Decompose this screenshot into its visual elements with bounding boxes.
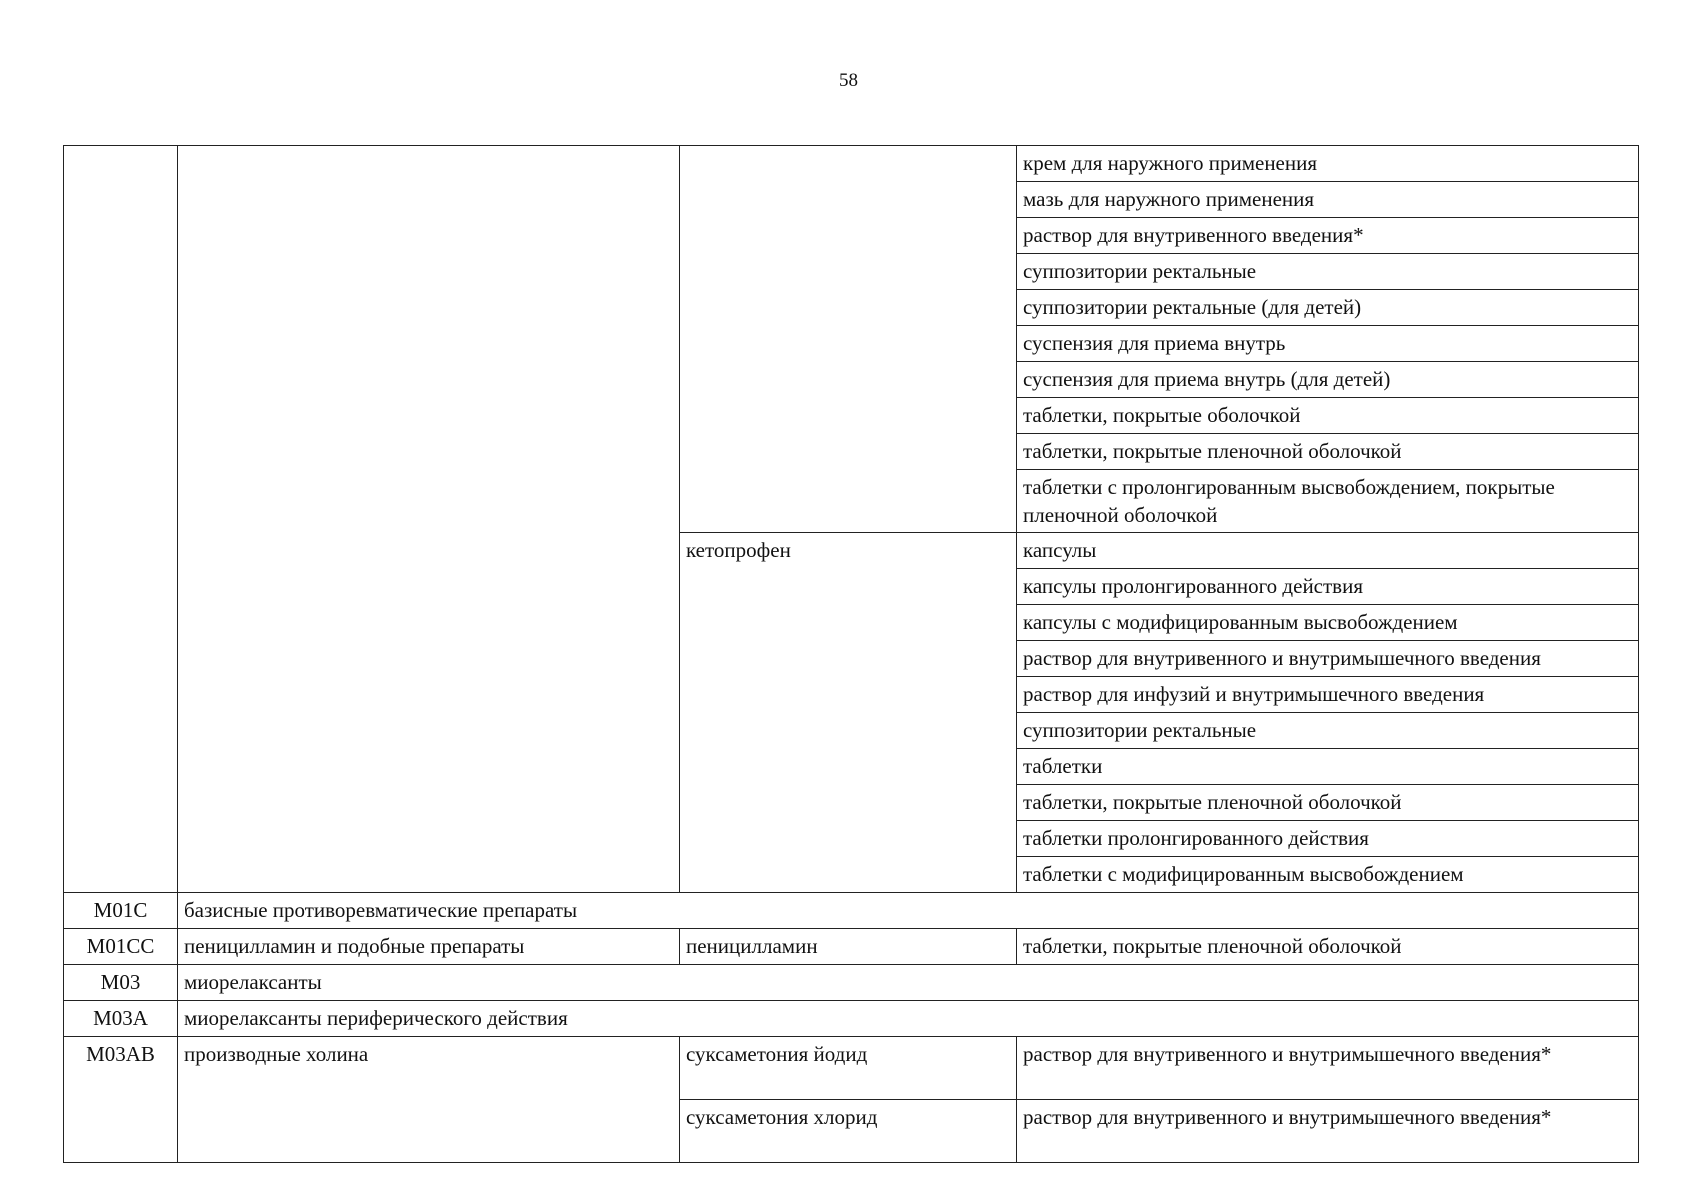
dosage-form-cell: суспензия для приема внутрь	[1017, 326, 1639, 362]
drug-table	[63, 145, 1639, 1163]
table-row	[64, 146, 1639, 182]
dosage-form-cell: таблетки с пролонгированным высвобождением, покрытые пленочной оболочкой	[1017, 470, 1639, 533]
dosage-form-cell: крем для наружного применения	[1017, 146, 1639, 182]
table-row	[64, 965, 1639, 1001]
atc-group-cell: миорелаксанты	[178, 965, 1639, 1001]
dosage-form-cell: капсулы	[1017, 533, 1639, 569]
atc-group-cell: пеницилламин и подобные препараты	[178, 929, 680, 965]
dosage-form-cell: таблетки пролонгированного действия	[1017, 821, 1639, 857]
table-row	[64, 1037, 1639, 1100]
dosage-form-cell: капсулы пролонгированного действия	[1017, 569, 1639, 605]
empty-code-cell	[64, 146, 178, 893]
dosage-form-cell: суппозитории ректальные	[1017, 713, 1639, 749]
atc-group-cell: производные холина	[178, 1037, 680, 1163]
table-row	[64, 1001, 1639, 1037]
dosage-form-cell: раствор для внутривенного и внутримышечного введения	[1017, 641, 1639, 677]
atc-code-cell: M03AB	[64, 1037, 178, 1163]
dosage-form-cell: суспензия для приема внутрь (для детей)	[1017, 362, 1639, 398]
drug-name-cell: пеницилламин	[680, 929, 1017, 965]
dosage-form-cell: таблетки с модифицированным высвобождением	[1017, 857, 1639, 893]
dosage-form-cell: суппозитории ректальные	[1017, 254, 1639, 290]
dosage-form-cell: таблетки	[1017, 749, 1639, 785]
dosage-form-cell: суппозитории ректальные (для детей)	[1017, 290, 1639, 326]
dosage-form-cell: таблетки, покрытые пленочной оболочкой	[1017, 434, 1639, 470]
dosage-form-cell: таблетки, покрытые оболочкой	[1017, 398, 1639, 434]
empty-group-cell	[178, 146, 680, 893]
atc-code-cell: M03	[64, 965, 178, 1001]
atc-group-cell: базисные противоревматические препараты	[178, 893, 1639, 929]
atc-code-cell: M01CC	[64, 929, 178, 965]
drug-name-cell: суксаметония йодид	[680, 1037, 1017, 1100]
table-row	[64, 929, 1639, 965]
table-row	[64, 893, 1639, 929]
atc-group-cell: миорелаксанты периферического действия	[178, 1001, 1639, 1037]
dosage-form-cell: раствор для внутривенного и внутримышечного введения*	[1017, 1100, 1639, 1163]
dosage-form-cell: таблетки, покрытые пленочной оболочкой	[1017, 929, 1639, 965]
dosage-form-cell: таблетки, покрытые пленочной оболочкой	[1017, 785, 1639, 821]
page-number: 58	[839, 70, 858, 91]
dosage-form-cell: раствор для инфузий и внутримышечного введения	[1017, 677, 1639, 713]
atc-code-cell: M03A	[64, 1001, 178, 1037]
drug-name-cell: кетопрофен	[680, 533, 1017, 893]
atc-code-cell: M01C	[64, 893, 178, 929]
drug-name-cell: суксаметония хлорид	[680, 1100, 1017, 1163]
dosage-form-cell: раствор для внутривенного введения*	[1017, 218, 1639, 254]
dosage-form-cell: капсулы с модифицированным высвобождением	[1017, 605, 1639, 641]
dosage-form-cell: раствор для внутривенного и внутримышечного введения*	[1017, 1037, 1639, 1100]
dosage-form-cell: мазь для наружного применения	[1017, 182, 1639, 218]
empty-drug-cell	[680, 146, 1017, 533]
